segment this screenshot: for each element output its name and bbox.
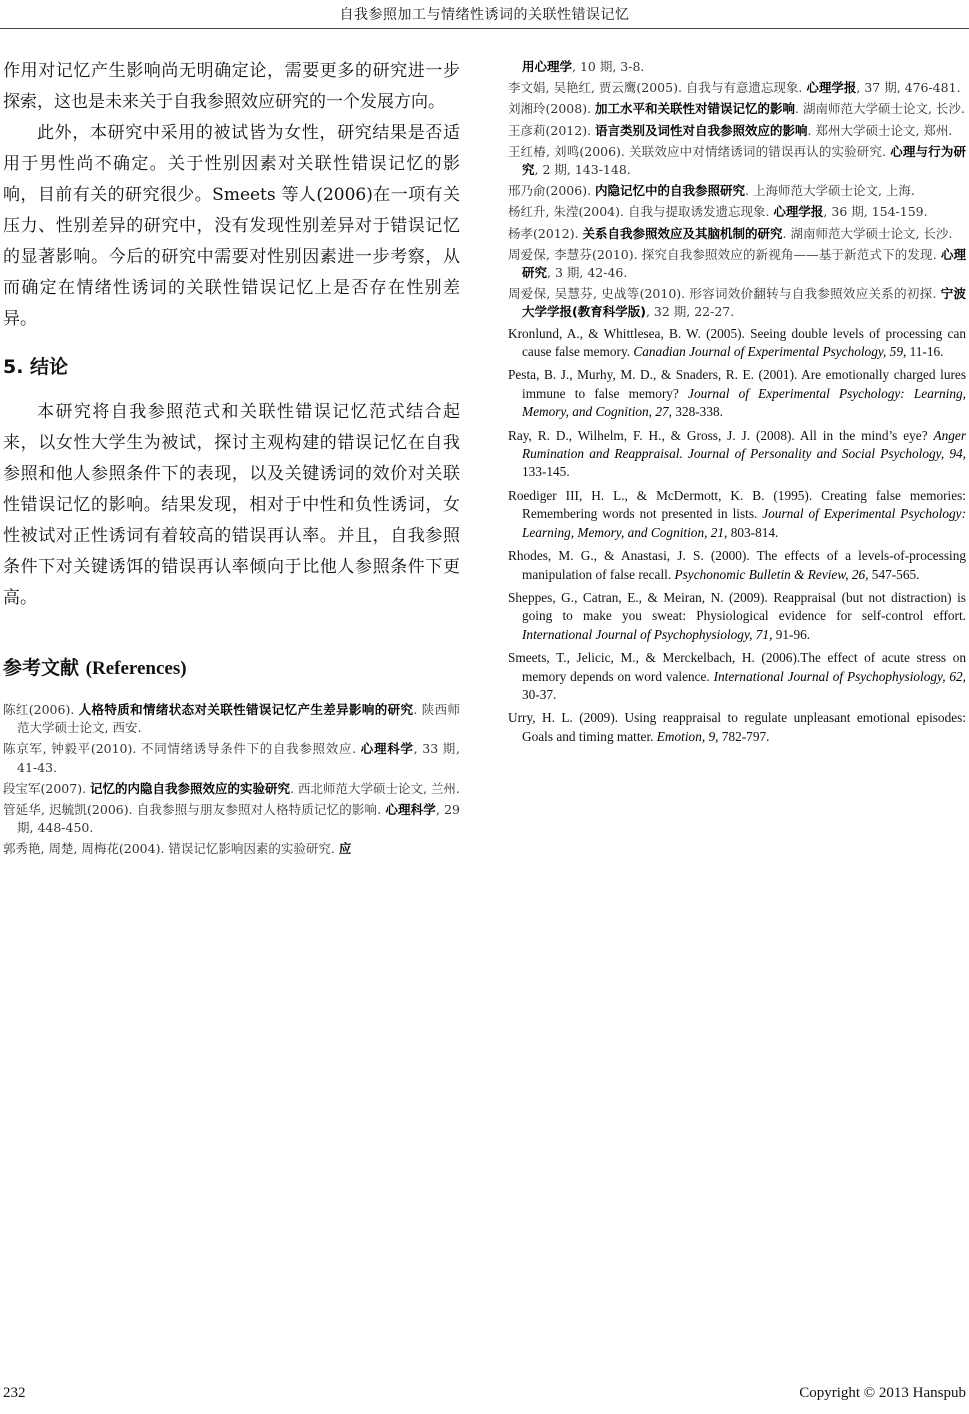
references-heading <box>3 654 460 683</box>
reference-item: 周爱保, 吴慧芬, 史战等(2010). 形容词效价翻转与自我参照效应关系的初探. 宁波大学学报(教育科学版), 32 期, 22-27. <box>508 286 966 320</box>
reference-list-left <box>3 701 460 859</box>
reference-item: 陈京军, 钟毅平(2010). 不同情绪诱导条件下的自我参照效应. 心理科学, 33 期, 41-43. <box>3 741 460 775</box>
paragraph-continuation: 作用对记忆产生影响尚无明确定论，需要更多的研究进一步探索，这也是未来关于自我参照效应研究的一个发展方向。 <box>3 61 460 112</box>
reference-item: Kronlund, A., & Whittlesea, B. W. (2005). Seeing double levels of processing can cause false memory. Canadian Journal of Experimental Psychology, 59, 11-16. <box>508 325 966 360</box>
reference-item: 邢乃俞(2006). 内隐记忆中的自我参照研究. 上海师范大学硕士论文, 上海. <box>508 183 915 199</box>
section-heading-conclusion: 5. 结论 <box>3 356 69 378</box>
copyright-notice: Copyright © 2013 Hanspub <box>799 1385 966 1401</box>
reference-item: Pesta, B. J., Murhy, M. D., & Snaders, R. E. (2001). Are emotionally charged lures immune to false memory? Journal of Experimental Psychology: Learning, Memory, and Cognition, 27, 328-338. <box>508 367 966 420</box>
references-heading-en: (References) <box>85 658 187 679</box>
reference-item: 王彦莉(2012). 语言类别及词性对自我参照效应的影响. 郑州大学硕士论文, 郑州. <box>508 122 953 138</box>
reference-item: Roediger III, H. L., & McDermott, K. B. (1995). Creating false memories: Remembering words not presented in lists. Journal of Experimental Psychology: Learning, Memory, and Cognition, 21, 803-814. <box>508 487 966 540</box>
reference-item: 杨红升, 朱滢(2004). 自我与提取诱发遗忘现象. 心理学报, 36 期, 154-159. <box>508 204 928 220</box>
reference-item: 周爱保, 李慧芬(2010). 探究自我参照效应的新视角——基于新范式下的发现. 心理研究, 3 期, 42-46. <box>508 246 966 281</box>
running-head: 自我参照加工与情绪性诱词的关联性错误记忆 <box>339 7 630 23</box>
reference-continuation: 用心理学, 10 期, 3-8. <box>522 59 645 74</box>
reference-item: Smeets, T., Jelicic, M., & Merckelbach, H. (2006).The effect of acute stress on memory depends on word valence. International Journal of Psychophysiology, 62, 30-37. <box>508 650 966 702</box>
reference-item: 陈红(2006). 人格特质和情绪状态对关联性错误记忆产生差异影响的研究. 陕西师范大学硕士论文, 西安. <box>3 702 460 736</box>
reference-item: 杨孝(2012). 关系自我参照效应及其脑机制的研究. 湖南师范大学硕士论文, 长沙. <box>508 225 953 241</box>
reference-item: Sheppes, G., Catran, E., & Meiran, N. (2009). Reappraisal (but not distraction) is going to make you sweat: Physiological evidence for self-control effort. International Journal of Psychophysiology, 71, 91-96. <box>508 589 966 642</box>
reference-item: Rhodes, M. G., & Anastasi, J. S. (2000). The effects of a levels-of-processing manipulation of false recall. Psychonomic Bulletin & Review, 26, 547-565. <box>508 548 966 582</box>
reference-item: 段宝军(2007). 记忆的内隐自我参照效应的实验研究. 西北师范大学硕士论文, 兰州. <box>3 780 460 796</box>
reference-item: 刘湘玲(2008). 加工水平和关联性对错误记忆的影响. 湖南师范大学硕士论文, 长沙. <box>508 101 965 117</box>
reference-list-right <box>508 58 966 746</box>
reference-item: Urry, H. L. (2009). Using reappraisal to regulate unpleasant emotional episodes: Goals and timing matter. Emotion, 9, 782-797. <box>508 710 966 744</box>
reference-item: 管延华, 迟毓凯(2006). 自我参照与朋友参照对人格特质记忆的影响. 心理科学, 29 期, 448-450. <box>3 802 460 836</box>
reference-item: Ray, R. D., Wilhelm, F. H., & Gross, J. J. (2008). All in the mind’s eye? Anger Rumination and Reappraisal. Journal of Personality and Social Psychology, 94, 133-145. <box>508 427 966 480</box>
reference-item: 郭秀艳, 周楚, 周梅花(2004). 错误记忆影响因素的实验研究. 应 <box>3 841 352 857</box>
right-column <box>508 58 966 751</box>
paragraph-conclusion: 本研究将自我参照范式和关联性错误记忆范式结合起来，以女性大学生为被试，探讨主观构建的错误记忆在自我参照和他人参照条件下的表现，以及关键诱词的效价对关联性错误记忆的影响。结果发现，相对于中性和负性诱词，女性被试对正性诱词有着较高的错误再认率。并且，自我参照条件下对关键诱饵的错误再认率倾向于比他人参照条件下更高。 <box>3 402 460 608</box>
header-rule <box>0 28 969 29</box>
paragraph-gender: 此外，本研究中采用的被试皆为女性，研究结果是否适用于男性尚不确定。关于性别因素对关联性错误记忆的影响，目前有关的研究很少。Smeets 等人(2006)在一项有关压力、性别差异的研究中，没有发现性别差异对于错误记忆的显著影响。今后的研究中需要对性别因素进一步考察，从而确定在情绪性诱词的关联性错误记忆上是否存在性别差异。 <box>3 123 460 329</box>
references-heading-cn: 参考文献 <box>3 657 80 679</box>
reference-item: 王红椿, 刘鸣(2006). 关联效应中对情绪诱词的错误再认的实验研究. 心理与行为研究, 2 期, 143-148. <box>508 143 966 178</box>
left-column <box>3 56 460 862</box>
reference-item: 李文娟, 吴艳红, 贾云鹰(2005). 自我与有意遗忘现象. 心理学报, 37 期, 476-481. <box>508 80 961 96</box>
page-number: 232 <box>3 1385 26 1401</box>
